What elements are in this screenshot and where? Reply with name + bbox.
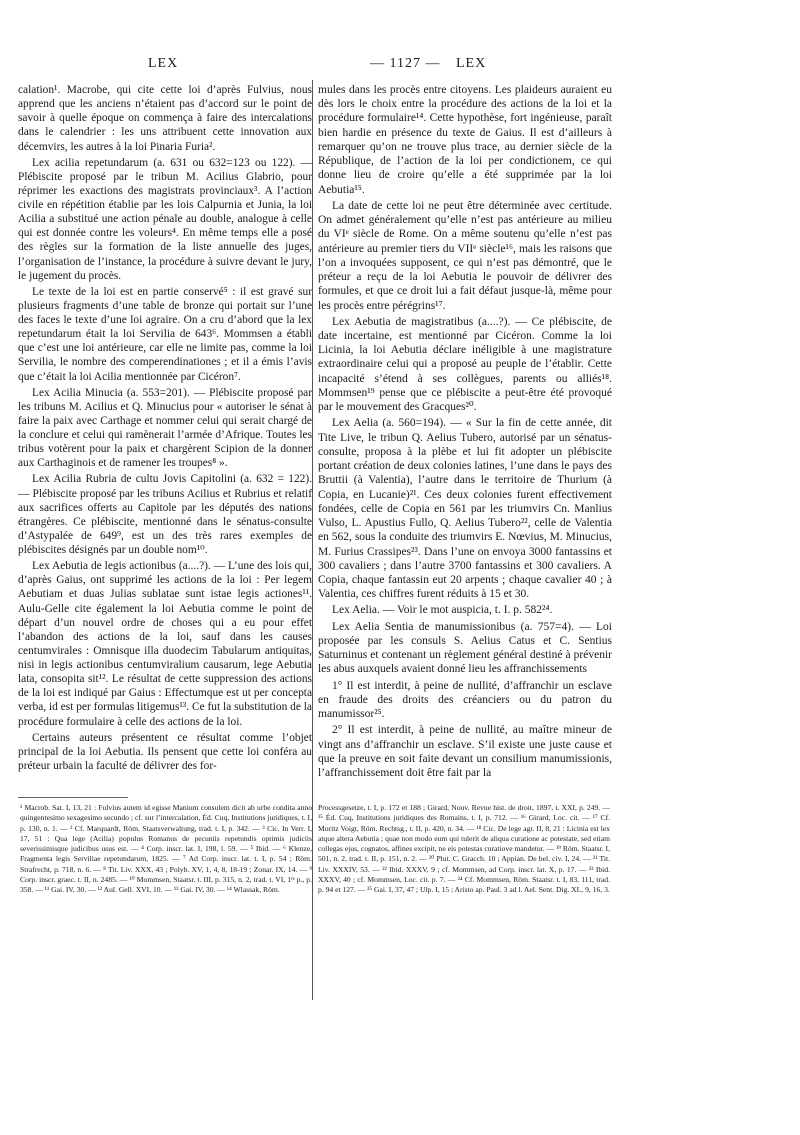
paragraph: 2° Il est interdit, à peine de nullité, au maître mineur de vingt ans d’affranchir un esclave. S’il existe une juste cause et que la preuve en soit faite devant un consilium manumissionis, l’affranchissement doit être fait par la	[318, 724, 612, 780]
left-column	[18, 83, 312, 775]
header-left: LEX	[148, 56, 179, 71]
footnote-rule	[18, 797, 128, 798]
header-right: LEX	[456, 56, 487, 71]
paragraph: Lex acilia repetundarum (a. 631 ou 632=123 ou 122). — Plébiscite proposé par le tribun M. Acilius Glabrio, pour réprimer les exactions des magistrats provinciaux³. A l’action civile en répétition établie par les lois Calpurnia et Junia, la loi Acilia a substitué une action pénale au double, analogue à celle qui est donnée contre les voleurs⁴. En même temps elle a posé des règles sur la formation de la liste annuelle des juges, l’organisation de l’instance, la procédure à suivre devant le jury, le jugement du procès.	[18, 156, 312, 282]
running-header	[0, 56, 800, 76]
footnotes-right: Processgesetze, t. I, p. 172 et 188 ; Girard, Nouv. Revue hist. de droit, 1897, t. XXI, p. 249. — ¹⁵ Éd. Cuq, Institutions juridiques des Romains, t. I, p. 712. — ¹⁶ Girard, Loc. cit. — ¹⁷ Cf. Moritz Voigt, Röm. Rechtsg., t. II, p. 420, n. 34. — ¹⁸ Cic. De lege agr. II, 8, 21 : Licinia est lex atque altera Aebutia ; quae non modo eum qui tulerit de aliqua curatione ac potestate, sed etiam collegas ejus, cognatos, affines excipit, ne eis potestas curatiove mandetur. — ¹⁹ Röm. Staatsr. I, 501, n. 2, trad. t. II, p. 151, n. 2. — ²⁰ Plut. C. Gracch. 10 ; Appian. De bel. civ. I, 24. — ²¹ Tit. Liv. XXXIV, 53. — ²² Ibid. XXXV, 9 ; cf. Mommsen, ad Corp. inscr. lat. X, p. 17. — ²³ Ibid. XXXV, 40 ; cf. Mommsen, Loc. cit. p. 7. — ²⁴ Cf. Mommsen, Röm. Staatsr. t. I, 83, 111, trad. p. 94 et 127. — ²⁵ Gai. I, 37, 47 ; Ulp. I, 15 ; Aristo ap. Paul. 3 ad l. Ael. Sent. Dig. XL, 9, 16, 3.	[318, 803, 610, 895]
column-divider	[312, 80, 313, 1000]
footnotes-left: ¹ Macrob. Sat. I, 13, 21 : Fulvius autem id egisse Manium consulem dicit ab urbe condita anno quingentesimo sexagesimo secundo ; cf. sur l’intercalation, Éd. Cuq, Institutions juridiques, t. I, p. 130, n. 1. — ² Cf. Marquardt, Röm. Staatsverwaltung, trad. t. I, p. 342. — ³ Cic. In Verr. I, 17, 51 : Qua lege (Acilia) populus Romanus de pecuniis repetundis optimis judiciis severissimisque judicibus usus est. — ⁴ Corp. inscr. lat. I, 198, l. 59. — ⁵ Ibid. — ⁶ Klenze, Fragmenta legis Serviliae repetundarum, 1825. — ⁷ Ad Corp. inscr. lat. t. I, p. 54 ; Röm. Strafrecht, p. 718, n. 6. — ⁸ Tit. Liv. XXX, 43 ; Polyb. XV, 1, 4, 8, 18-19 ; Zonar. IX, 14. — ⁹ Corp. inscr. graec. t. II, n. 2485. — ¹⁰ Mommsen, Staatsr. t. III, p. 315, n. 2, trad. t. VI, 1ʳᵉ p., p. 358. — ¹¹ Gai. IV, 30. — ¹² Aul. Gell. XVI, 10. — ¹³ Gai. IV, 30. — ¹⁴ Wlassak, Röm.	[20, 803, 312, 895]
paragraph: mules dans les procès entre citoyens. Les plaideurs auraient eu dès lors le choix entre la procédure des actions de la loi et la procédure formulaire¹⁴. Cette hypothèse, fort ingénieuse, paraît bien hardie en présence du texte de Gaius. Il est d’ailleurs à remarquer qu’on ne trouve plus trace, au dernier siècle de la République, de l’action de la loi per condictionem, ce qui donne lieu de croire qu’elle a été supprimée par la loi Aebutia¹⁵.	[318, 84, 612, 196]
paragraph: Lex Acilia Minucia (a. 553=201). — Plébiscite proposé par les tribuns M. Acilius et Q. Minucius pour « autoriser le sénat à faire la paix avec Carthage et nommer celui qui serait chargé de la conclure et celui qui ramènerait l’armée d’Afrique. Toutes les tribus votèrent pour la paix et chargèrent Scipion de la donner aux Carthaginois et de ramener les troupes⁸ ».	[18, 386, 312, 470]
paragraph: Certains auteurs présentent ce résultat comme l’objet principal de la loi Aebutia. Ils pensent que cette loi conféra au préteur urbain la faculté de délivrer des for-	[18, 731, 312, 772]
paragraph: Lex Aelia. — Voir le mot auspicia, t. I. p. 582²⁴.	[332, 604, 553, 617]
paragraph: calation¹. Macrobe, qui cite cette loi d’après Fulvius, nous apprend que les anciens n’étaient pas d’accord sur le point de savoir à quelle époque on commença à faire des intercalations dans le calendrier : les uns attribuent cette innovation aux décemvirs, les autres à la loi Pinaria Furia².	[18, 84, 312, 153]
paragraph: 1° Il est interdit, à peine de nullité, d’affranchir un esclave en fraude des droits des créanciers ou du patron du manumissor²⁵.	[318, 679, 612, 721]
paragraph: Lex Aebutia de legis actionibus (a....?). — L’une des lois qui, d’après Gaius, ont supprimé les actions de la loi : Per legem Aebutiam et duas Julias sublatae sunt istae legis actiones¹¹. Aulu-Gelle cite également la loi Aebutia comme le point de départ d’un nouvel ordre de choses qui a eu pour effet l’abandon des actions de la loi, sauf dans les causes centumvirales : Omnisque illa duodecim Tabularum antiquitas, nisi in legis actionibus centumviralium causarum, lege Aebutia lata, consopita sit¹². Le résultat de cette suppression des actions de la loi est indiqué par Gaius : Effectumque est ut per concepta verba, id est per formulas litigemus¹³. Ce fut la substitution de la procédure formulaire à celle des actions de la loi.	[18, 560, 312, 728]
paragraph: Le texte de la loi est en partie conservé⁵ : il est gravé sur plusieurs fragments d’une table de bronze qui portait sur l’une des faces le texte d’une loi agraire. On a cru d’abord que la lex repetundarum était la loi Servilia de 643⁶. Mommsen a établi que c’est une loi antérieure, car elle ne limite pas, comme la loi Servilia, le nombre des comperendinationes ; et il a émis l’avis que c’était la loi Acilia mentionnée par Cicéron⁷.	[18, 285, 312, 383]
paragraph: Lex Acilia Rubria de cultu Jovis Capitolini (a. 632 = 122). — Plébiscite proposé par les tribuns Acilius et Rubrius et relatif aux sacrifices offerts au Capitole par les députés des nations étrangères. Ce plébiscite, mentionné dans le sénatus-consulte d’Astypalée de 649⁹, est un des très rares exemples de plébiscites désignés par un double nom¹⁰.	[18, 473, 312, 556]
paragraph: Lex Aelia Sentia de manumissionibus (a. 757=4). — Loi proposée par les consuls S. Aelius Catus et C. Sentius Saturninus et contenant un règlement général destiné à prévenir les abus auxquels avaient donné lieu les affranchissements	[318, 620, 612, 676]
right-column	[318, 83, 612, 782]
page-number: — 1127 —	[370, 56, 441, 71]
paragraph: Lex Aebutia de magistratibus (a....?). — Ce plébiscite, de date incertaine, est mentionné par Cicéron. Comme la loi Licinia, la loi Aebutia déclare inéligible à une magistrature extraordinaire celui qui a proposé au peuple de l’établir. Cette incapacité s’étend à ses collègues, parents ou alliés¹⁸. Mommsen¹⁹ pense que ce plébiscite a peut-être été provoqué par le mouvement des Gracques²⁰.	[318, 315, 612, 414]
paragraph: Lex Aelia (a. 560=194). — « Sur la fin de cette année, dit Tite Live, le tribun Q. Aelius Tubero, autorisé par un sénatus-consulte, proposa à la plèbe et lui fit adopter un plébiscite portant création de deux colonies latines, l’une dans le pays des Bruttii (à Valentia), l’autre dans le territoire de Thurium (à Copia, en Lucanie)²¹. Ces deux colonies furent effectivement fondées, celle de Copia en 561 par les triumvirs Cn. Manlius Vulso, L. Apustius Fullo, Q. Aelius Tubero²², celle de Valentia en 562, sous la conduite des triumvirs E. Nœvius, M. Minucius, M. Furius Crassipes²³. Dans l’une on envoya 3000 fantassins et 300 cavaliers ; dans l’autre 3700 fantassins et 300 cavaliers. A Copia, chaque fantassin eut 20 arpents ; chaque cavalier 40 ; à Valentia, ces chiffres furent réduits à 15 et 30.	[318, 417, 612, 601]
paragraph: La date de cette loi ne peut être déterminée avec certitude. On admet généralement qu’elle n’est pas antérieure au milieu du VIᵉ siècle de Rome. On a même soutenu qu’elle n’est pas antérieure au premier tiers du VIIᵉ siècle¹⁶, mais les raisons que l’on a invoquées supposent, ce qui n’est pas démontré, que le préteur a reçu de la loi Aebutia le pouvoir de délivrer des formules, et que ce droit lui a fait défaut jusque-là, même pour les procès entre pérégrins¹⁷.	[318, 199, 612, 312]
